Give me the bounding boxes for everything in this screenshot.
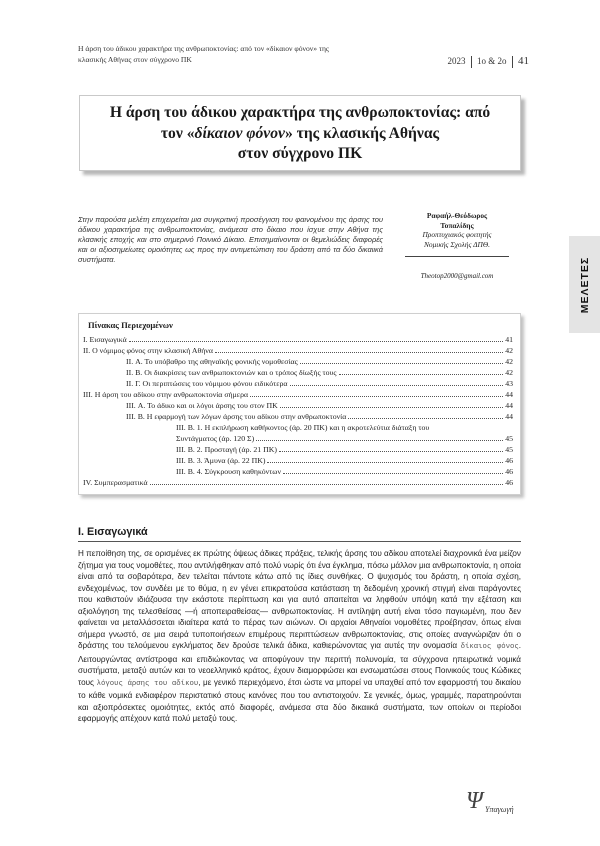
toc-leader: [300, 357, 503, 364]
body-text: Η πεποίθηση της, σε ορισμένες εκ πρώτης όψεως άδικες πράξεις, τελικής άρσης του αδίκου αποτελεί διαχρονικά ένα μείζον ζήτημα για τους νομοθέτες, που αντιλήφθηκαν από πολύ νωρίς ότι ένα έγκλημα, πόσω μάλλον μια ανθρωποκτονία, η οποία είναι από τα σοβαρότερα, δεν τελείται πάντοτε κάτω από τις ίδιες συνθήκες. Ο ψυχισμός του δράστη, η οποία σχέση, ενδεχομένως, τον συνδέει με το θύμα, η εν γένει επικρατούσα κατάσταση τη δεδομένη χρονική στιγμή είναι παράγοντες που καθιστούν ιδιάζουσα την εκάστοτε περίπτωση και για αυτό απαιτείται να ληφθούν υπόψη κατά την εξέταση και αξιολόγηση της τελεσθείσας —ή αποπειραθείσας— ανθρωποκτονίας. Η αντίληψη αυτή είναι τόσο παγιωμένη, που δεν φαίνεται να μεταλλάσσεται ιδιαίτερα κατά το πέρας των αιώνων. Οι αρχαίοι Αθηναίοι νομοθέτες προέβησαν, όπως είναι σήμερα γνωστό, σε μια σειρά τυποποιήσεων επιμέρους περιπτώσεων ανθρωποκτονίας, στις οποίες αναγνώριζαν ότι ο δράστης του τελούμενου εγκλήματος δεν δρούσε τελικά άδικα, καθιερώνοντας για αυτές την ονομασία: [78, 549, 521, 650]
toc-leader: [256, 434, 503, 441]
toc-entry-page: 44: [505, 390, 513, 399]
toc-entry-page: 45: [505, 445, 513, 454]
toc-entry[interactable]: [83, 390, 513, 400]
toc-leader: [283, 467, 503, 474]
toc-entry-text: IV. Συμπερασματικά: [83, 478, 148, 487]
toc-leader: [280, 401, 503, 408]
toc-entry-text: III. Β. Η εφαρμογή των λόγων άρσης του αδίκου στην ανθρωποκτονία: [126, 412, 347, 421]
publisher-logo: Ψ: [466, 788, 483, 814]
toc-leader: [348, 412, 503, 419]
toc-entry-page: 42: [505, 368, 513, 377]
toc-entry[interactable]: [83, 478, 513, 488]
issue-year: 2023: [447, 56, 466, 66]
body-term: δίκαιος φόνος: [460, 643, 519, 651]
toc-entry-page: 42: [505, 357, 513, 366]
body-paragraph: [78, 548, 521, 725]
issue-number: 1ο & 2ο: [476, 56, 507, 66]
toc-entry-text[interactable]: III. Β. 1. Η εκπλήρωση καθήκοντος (άρ. 20 ΠΚ) και η ακροτελεύτια διάταξη του: [176, 423, 430, 432]
toc-entry-page: 43: [505, 379, 513, 388]
section-heading-text: I. Εισαγωγικά: [78, 526, 148, 538]
toc-entry-page: 42: [505, 346, 513, 355]
toc-entry-text: III. Β. 4. Σύγκρουση καθηκόντων: [176, 467, 281, 476]
toc-leader: [279, 445, 503, 452]
publisher-name: Υπαγωγή: [485, 805, 514, 814]
toc-entry-text: III. Β. 2. Προσταγή (άρ. 21 ΠΚ): [176, 445, 277, 454]
toc-entry[interactable]: [83, 335, 513, 345]
toc-entry[interactable]: [126, 401, 513, 411]
toc-entry-text: III. Η άρση του αδίκου στην ανθρωποκτονία σήμερα: [83, 390, 249, 399]
toc-entry[interactable]: [126, 379, 513, 389]
toc-entry-text: II. Ο νόμιμος φόνος στην κλασική Αθήνα: [83, 346, 213, 355]
toc-entry[interactable]: [176, 434, 513, 444]
body-text: . Λειτουργώντας αντίστροφα και επιδιώκοντας να αποφύγουν την περιττή πολυνομία, τα σύγχρονα ηπειρωτικά νομικά συστήματα, μεταξύ αυτών και το νεοελληνικό κράτος, έχουν διαμορφώσει και ενσωματώσει στους Ποινικούς τους Κώδικες τους: [78, 641, 521, 687]
issue-info: [447, 55, 529, 68]
author-role-2: Νομικής Σχολής ΔΠΘ.: [423, 239, 491, 249]
title-emphasis: δίκαιον φόνον: [194, 124, 285, 142]
divider: [512, 56, 513, 68]
body-text: , με γενικό περιεχόμενο, έτσι ώστε να μπορεί να υπαχθεί από τον εφαρμοστή του δικαίου το κάθε νομικά ενδιαφέρον περιστατικό στους κανόνες που του αντιστοιχούν. Σε γενικές, όμως, γραμμές, παρατηρούνται και αξιοπρόσεκτες ομοιότητες, εκτός από διαφορές, ανάμεσα στα δύο δικαιικά συστήματα, των οποίων οι περίοδοι εφαρμογής απέχουν κατά πολύ μεταξύ τους.: [78, 677, 521, 723]
title-line-2: [80, 124, 520, 145]
running-head: Η άρση του άδικου χαρακτήρα της ανθρωποκτονίας: από τον «δίκαιον φόνον» της κλασικής Αθήνας στον σύγχρονο ΠΚ: [78, 44, 329, 64]
toc-entry-text: II. Α. Το υπόβαθρο της αθηναϊκής φονικής νομοθεσίας: [126, 357, 298, 366]
toc-entry-page: 46: [505, 478, 513, 487]
title-fragment: » της κλασικής Αθήνας: [284, 124, 440, 142]
article-title: [79, 95, 521, 171]
toc-entry-text: Συντάγματος (άρ. 120 Σ): [176, 434, 255, 443]
toc-title: Πίνακας Περιεχομένων: [88, 320, 173, 330]
toc-leader: [215, 346, 503, 353]
toc-entry[interactable]: [126, 412, 513, 422]
section-side-tab: [569, 236, 600, 333]
toc-leader: [339, 368, 504, 375]
title-fragment: τον «: [160, 124, 195, 142]
toc-entry[interactable]: [176, 467, 513, 477]
toc-entry-page: 41: [505, 335, 513, 344]
toc-entry-page: 45: [505, 434, 513, 443]
toc-leader: [290, 379, 504, 386]
toc-entry[interactable]: [176, 445, 513, 455]
section-heading-rule: [78, 541, 521, 542]
toc-entry-text: II. Β. Οι διακρίσεις των ανθρωποκτονιών και ο τρόπος δίωξής τους: [126, 368, 337, 377]
toc-entry[interactable]: [126, 368, 513, 378]
toc-entry-page: 46: [505, 456, 513, 465]
toc-leader: [250, 390, 503, 397]
section-heading: [78, 526, 148, 538]
toc-leader: [150, 478, 504, 485]
toc-entry-page: 44: [505, 412, 513, 421]
toc-entry-text: I. Εισαγωγικά: [83, 335, 127, 344]
toc-entry-text: III. Α. Το άδικο και οι λόγοι άρσης του στον ΠΚ: [126, 401, 278, 410]
author-name-1: Ραφαήλ-Θεόδωρος: [426, 211, 488, 220]
table-of-contents: [78, 313, 521, 495]
author-divider: [405, 256, 509, 257]
toc-entry-page: 44: [505, 401, 513, 410]
toc-entry-text: III. Β. 3. Άμυνα (άρ. 22 ΠΚ): [176, 456, 266, 465]
toc-entry[interactable]: [126, 357, 513, 367]
page-number: 41: [518, 55, 529, 67]
toc-entry[interactable]: [176, 456, 513, 466]
title-line-3: στον σύγχρονο ΠΚ: [237, 145, 363, 162]
body-term: λόγους άρσης του αδίκου: [96, 679, 199, 688]
divider: [471, 56, 472, 68]
title-line-1: Η άρση του άδικου χαρακτήρα της ανθρωποκτονίας: από: [109, 104, 491, 121]
toc-leader: [267, 456, 503, 463]
author-role-1: Προπτυχιακός φοιτητής: [422, 230, 492, 240]
abstract: Στην παρούσα μελέτη επιχειρείται μια συγκριτική προσέγγιση του φαινομένου της άρσης του άδικου χαρακτήρα της ανθρωποκτονίας, ανάμεσα στο δίκαιο που ίσχυε στην Αθήνα της κλασικής εποχής και στο σημερινό Ποινικό Δίκαιο. Επισημαίνονται οι θεμελιώδεις διαφορές και οι αξιοσημείωτες ομοιότητες ως προς την αντιμετώπιση του δράστη από τα δύο δικαιικά συστήματα.: [78, 215, 383, 264]
toc-entry-page: 46: [505, 467, 513, 476]
toc-entry[interactable]: [83, 346, 513, 356]
toc-leader: [129, 335, 503, 342]
author-block: [393, 211, 521, 282]
side-tab-label: ΜΕΛΕΤΕΣ: [578, 256, 591, 313]
author-email[interactable]: Theotop2000@gmail.com: [420, 272, 494, 281]
author-name-2: Τοπαλίδης: [440, 220, 474, 230]
toc-entry-text: II. Γ. Οι περιπτώσεις του νόμιμου φόνου ειδικότερα: [126, 379, 288, 388]
